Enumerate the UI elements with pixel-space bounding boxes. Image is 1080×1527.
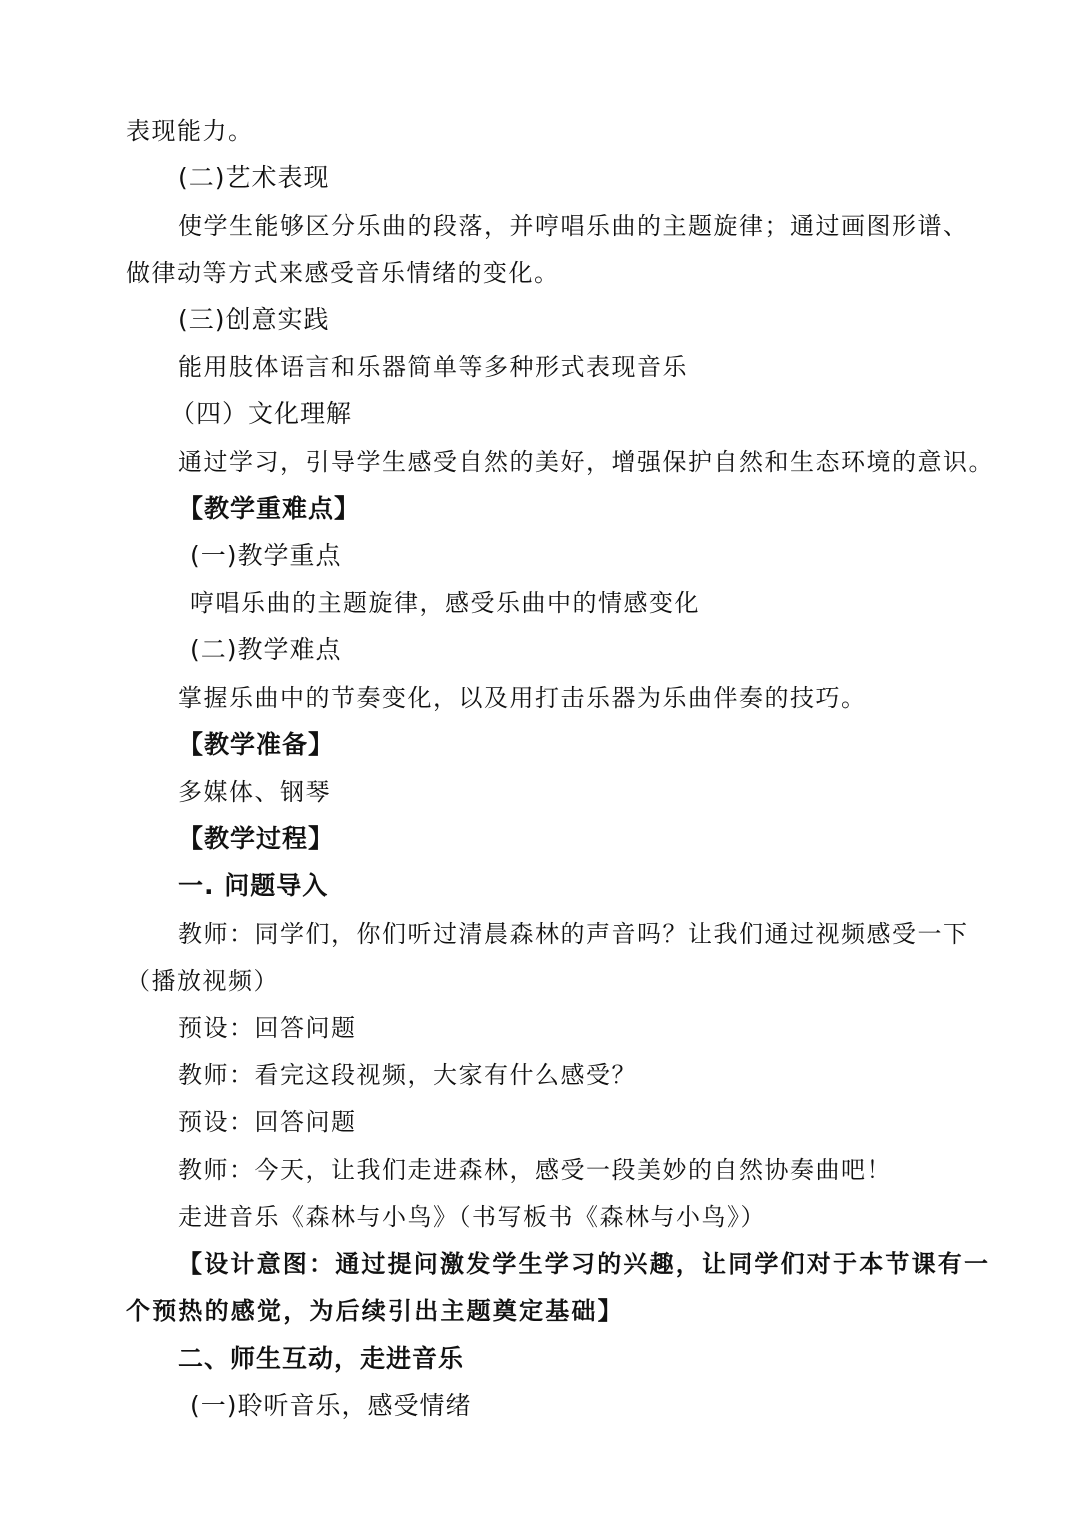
section-title-key-difficulties: 【教学重难点】 [178, 494, 361, 523]
paragraph-cultural-understanding: 通过学习，引导学生感受自然的美好，增强保护自然和生态环境的意识。 [178, 448, 994, 476]
paragraph-teaching-difficulty: 掌握乐曲中的节奏变化，以及用打击乐器为乐曲伴奏的技巧。 [178, 684, 867, 712]
dialogue-teacher-1: 教师：同学们，你们听过清晨森林的声音吗？让我们通过视频感受一下 [178, 920, 969, 948]
dialogue-teacher-3: 教师：今天，让我们走进森林，感受一段美妙的自然协奏曲吧！ [178, 1156, 892, 1184]
dialogue-teacher-2: 教师：看完这段视频，大家有什么感受？ [178, 1061, 637, 1089]
paragraph-art-expression-line-1: 使学生能够区分乐曲的段落，并哼唱乐曲的主题旋律；通过画图形谱、 [178, 212, 969, 240]
step-title-interaction: 二、师生互动，走进音乐 [178, 1344, 465, 1373]
paragraph-creative-practice: 能用肢体语言和乐器简单等多种形式表现音乐 [178, 353, 688, 381]
design-intent-line-2: 个预热的感觉，为后续引出主题奠定基础】 [126, 1296, 624, 1325]
subheading-art-expression: (二)艺术表现 [178, 163, 330, 192]
subheading-listen-music: (一)聆听音乐，感受情绪 [190, 1391, 472, 1420]
subheading-teaching-difficulty: (二)教学难点 [190, 635, 342, 664]
paragraph-enter-music: 走进音乐《森林与小鸟》（书写板书《森林与小鸟》） [178, 1203, 766, 1231]
section-title-process: 【教学过程】 [178, 824, 335, 853]
dialogue-stage-note: （播放视频） [126, 967, 279, 995]
dialogue-preset-2: 预设：回答问题 [178, 1108, 357, 1136]
paragraph-teaching-focus: 哼唱乐曲的主题旋律，感受乐曲中的情感变化 [190, 589, 700, 617]
section-title-preparation: 【教学准备】 [178, 730, 335, 759]
subheading-creative-practice: (三)创意实践 [178, 305, 330, 334]
paragraph-art-expression-line-2: 做律动等方式来感受音乐情绪的变化。 [126, 259, 560, 287]
subheading-teaching-focus: (一)教学重点 [190, 541, 342, 570]
design-intent-line-1: 【设计意图：通过提问激发学生学习的兴趣，让同学们对于本节课有一 [178, 1249, 991, 1278]
subheading-cultural-understanding: （四）文化理解 [170, 399, 353, 428]
paragraph-preparation: 多媒体、钢琴 [178, 778, 331, 806]
step-title-introduction: 一. 问题导入 [178, 871, 329, 900]
dialogue-preset-1: 预设：回答问题 [178, 1014, 357, 1042]
paragraph-continuation: 表现能力。 [126, 117, 254, 145]
